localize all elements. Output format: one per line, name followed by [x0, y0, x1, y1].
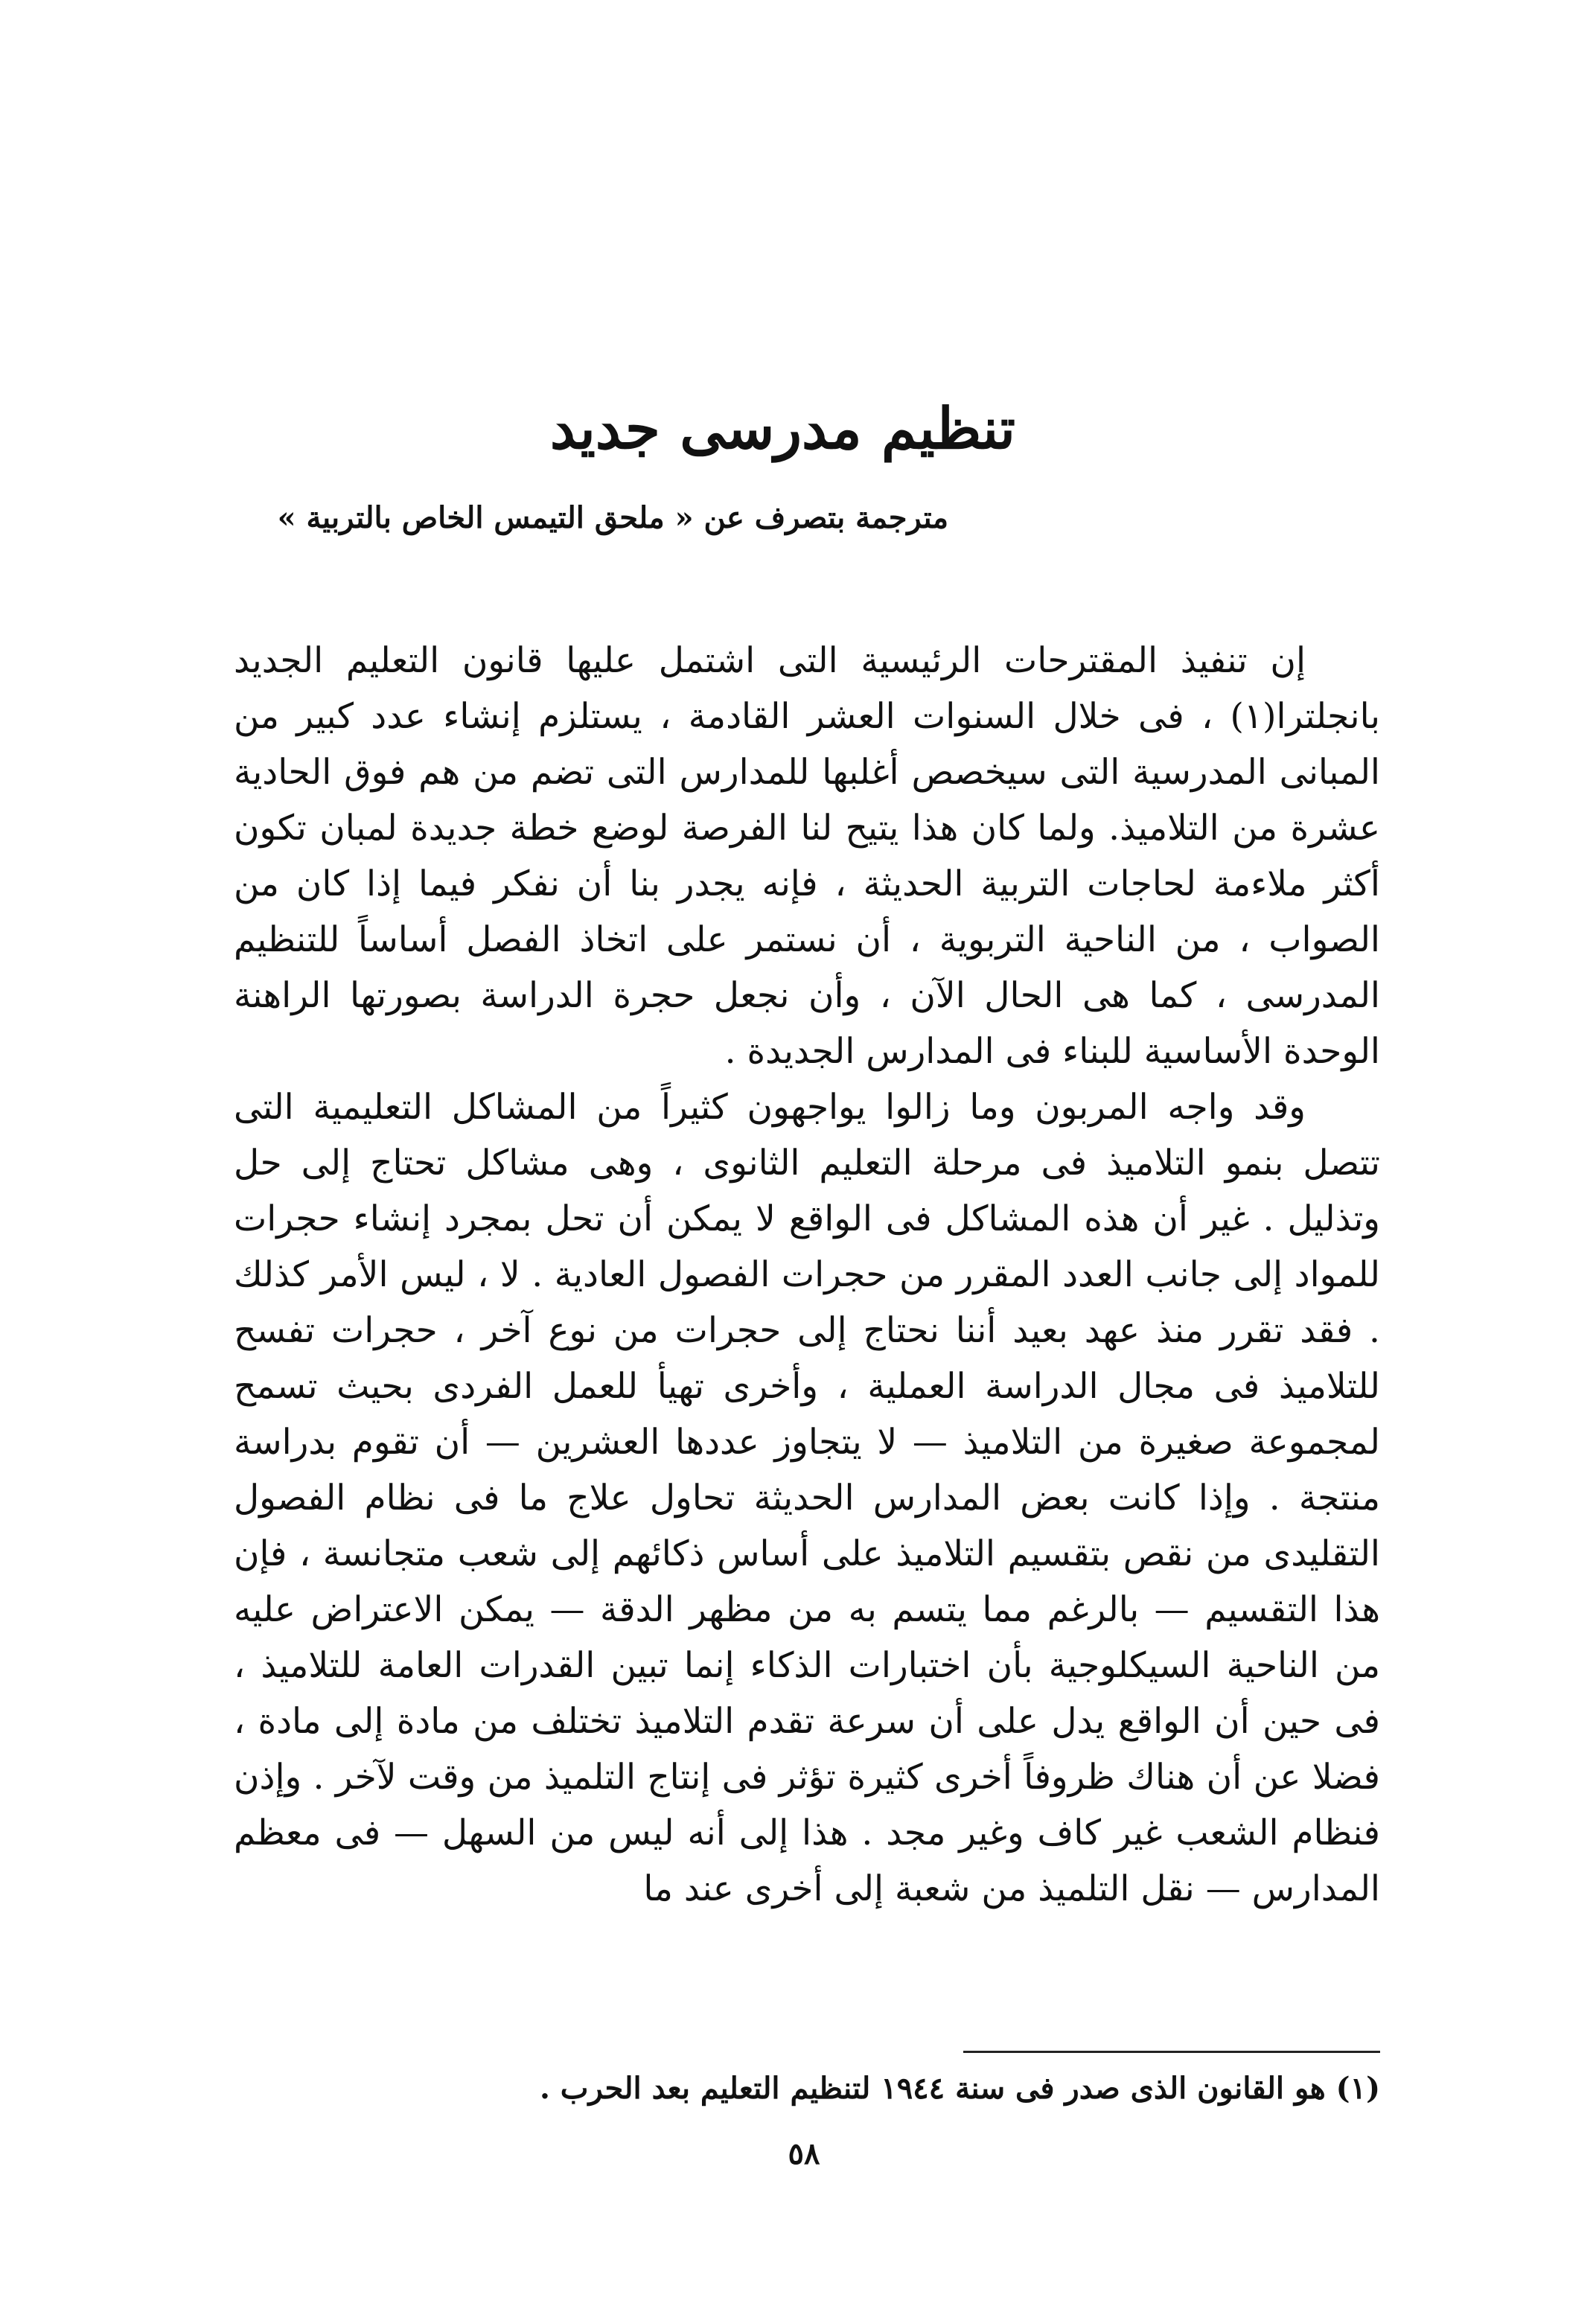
article-subtitle: مترجمة بتصرف عن « ملحق التيمس الخاص بالتربية »	[277, 500, 948, 535]
paragraph-1: إن تنفيذ المقترحات الرئيسية التى اشتمل عليها قانون التعليم الجديد بانجلترا(١) ، فى خلال السنوات العشر القادمة ، يستلزم إنشاء عدد كبير من المبانى المدرسية التى سيخصص أغلبها للمدارس التى تضم من هم فوق الحادية عشرة من التلاميذ. ولما كان هذا يتيح لنا الفرصة لوضع خطة جديدة لمبان تكون أكثر ملاءمة لحاجات التربية الحديثة ، فإنه يجدر بنا أن نفكر فيما إذا كان من الصواب ، من الناحية التربوية ، أن نستمر على اتخاذ الفصل أساساً للتنظيم المدرسى ، كما هى الحال الآن ، وأن نجعل حجرة الدراسة بصورتها الراهنة الوحدة الأساسية للبناء فى المدارس الجديدة .	[234, 640, 1380, 1072]
footnote-divider	[963, 2051, 1380, 2053]
footnote: (١) هو القانون الذى صدر فى سنة ١٩٤٤ لتنظيم التعليم بعد الحرب .	[539, 2071, 1380, 2106]
paragraph-2: وقد واجه المربون وما زالوا يواجهون كثيراً من المشاكل التعليمية التى تتصل بنمو التلاميذ فى مرحلة التعليم الثانوى ، وهى مشاكل تحتاج إلى حل وتذليل . غير أن هذه المشاكل فى الواقع لا يمكن أن تحل بمجرد إنشاء حجرات للمواد إلى جانب العدد المقرر من حجرات الفصول العادية . لا ، ليس الأمر كذلك . فقد تقرر منذ عهد بعيد أننا نحتاج إلى حجرات من نوع آخر ، حجرات تفسح للتلاميذ فى مجال الدراسة العملية ، وأخرى تهيأ للعمل الفردى بحيث تسمح لمجموعة صغيرة من التلاميذ — لا يتجاوز عددها العشرين — أن تقوم بدراسة منتجة . وإذا كانت بعض المدارس الحديثة تحاول علاج ما فى نظام الفصول التقليدى من نقص بتقسيم التلاميذ على أساس ذكائهم إلى شعب متجانسة ، فإن هذا التقسيم — بالرغم مما يتسم به من مظهر الدقة — يمكن الاعتراض عليه من الناحية السيكلوجية بأن اختبارات الذكاء إنما تبين القدرات العامة للتلاميذ ، فى حين أن الواقع يدل على أن سرعة تقدم التلاميذ تختلف من مادة إلى مادة ، فضلا عن أن هناك ظروفاً أخرى كثيرة تؤثر فى إنتاج التلميذ من وقت لآخر . وإذن فنظام الشعب غير كاف وغير مجد . هذا إلى أنه ليس من السهل — فى معظم المدارس — نقل التلميذ من شعبة إلى أخرى عند ما	[234, 1087, 1380, 1909]
article-body	[234, 633, 1380, 1917]
article-title: تنظيم مدرسى جديد	[549, 395, 1015, 462]
page-number: ٥٨	[788, 2136, 820, 2171]
